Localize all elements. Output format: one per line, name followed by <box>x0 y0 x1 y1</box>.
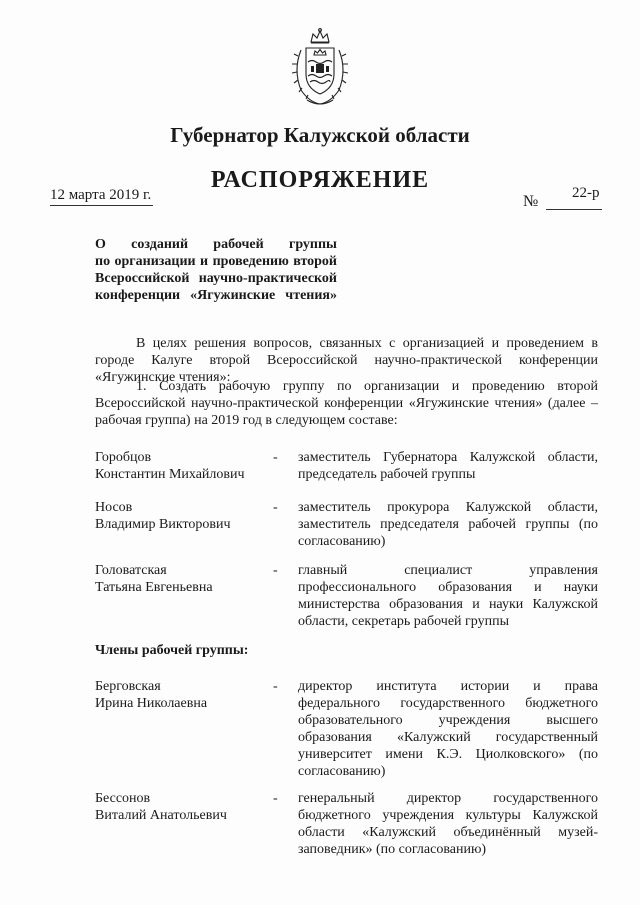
member-surname: Горобцов <box>95 450 152 465</box>
member-name <box>95 678 270 712</box>
member-dash: - <box>273 679 278 694</box>
member-dash: - <box>273 563 278 578</box>
member-dash: - <box>273 791 278 806</box>
issuer-title: Губернатор Калужской области <box>170 123 470 147</box>
document-number: 22-р <box>572 185 600 201</box>
member-name <box>95 562 270 596</box>
subject-line: Всероссийской научно-практической <box>95 271 337 286</box>
member-given-names: Владимир Викторович <box>95 517 231 532</box>
member-name <box>95 449 270 483</box>
member-dash: - <box>273 500 278 515</box>
preamble-paragraph: В целях решения вопросов, связанных с организацией и проведением в городе Калуге второй Всероссийской научно-практической конференции «Ягужинские чтения»: <box>95 336 598 385</box>
document-date: 12 марта 2019 г. <box>50 187 153 206</box>
member-dash: - <box>273 450 278 465</box>
subject-line: конференции «Ягужинские чтения» <box>95 288 337 303</box>
member-role: генеральный директор государственного бюджетного учреждения культуры Калужской области «Калужский объединённый музей-заповедник» (по согласованию) <box>298 791 598 857</box>
member-role: директор института истории и права федерального государственного бюджетного образовательного учреждения высшего образования «Калужский государственный университет имени К.Э. Циолковского» (по согласованию) <box>298 679 598 779</box>
item-1-paragraph: 1. Создать рабочую группу по организации и проведению второй Всероссийской научно-практической конференции «Ягужинские чтения» (далее – рабочая группа) на 2019 год в следующем составе: <box>95 379 598 428</box>
member-role: заместитель Губернатора Калужской области, председатель рабочей группы <box>298 450 598 482</box>
subject-line: по организации и проведению второй <box>95 254 337 269</box>
member-surname: Берговская <box>95 679 161 694</box>
subject-line: О созданий рабочей группы <box>95 237 337 252</box>
member-given-names: Константин Михайлович <box>95 467 245 482</box>
coat-of-arms-icon <box>289 28 351 108</box>
members-heading: Члены рабочей группы: <box>95 643 249 658</box>
member-surname: Носов <box>95 500 133 515</box>
member-surname: Головатская <box>95 563 167 578</box>
member-given-names: Виталий Анатольевич <box>95 808 227 823</box>
member-name <box>95 790 270 824</box>
member-surname: Бессонов <box>95 791 151 806</box>
member-name <box>95 499 270 533</box>
number-label: № <box>523 193 539 210</box>
number-underline <box>546 209 602 210</box>
document-type: РАСПОРЯЖЕНИЕ <box>210 167 430 193</box>
member-given-names: Ирина Николаевна <box>95 696 208 711</box>
member-given-names: Татьяна Евгеньевна <box>95 580 213 595</box>
document-subject <box>95 236 337 304</box>
member-role: заместитель прокурора Калужской области, заместитель председателя рабочей группы (по согласованию) <box>298 500 598 549</box>
member-role: главный специалист управления профессионального образования и науки министерства образования и науки Калужской области, секретарь рабочей группы <box>298 563 598 629</box>
